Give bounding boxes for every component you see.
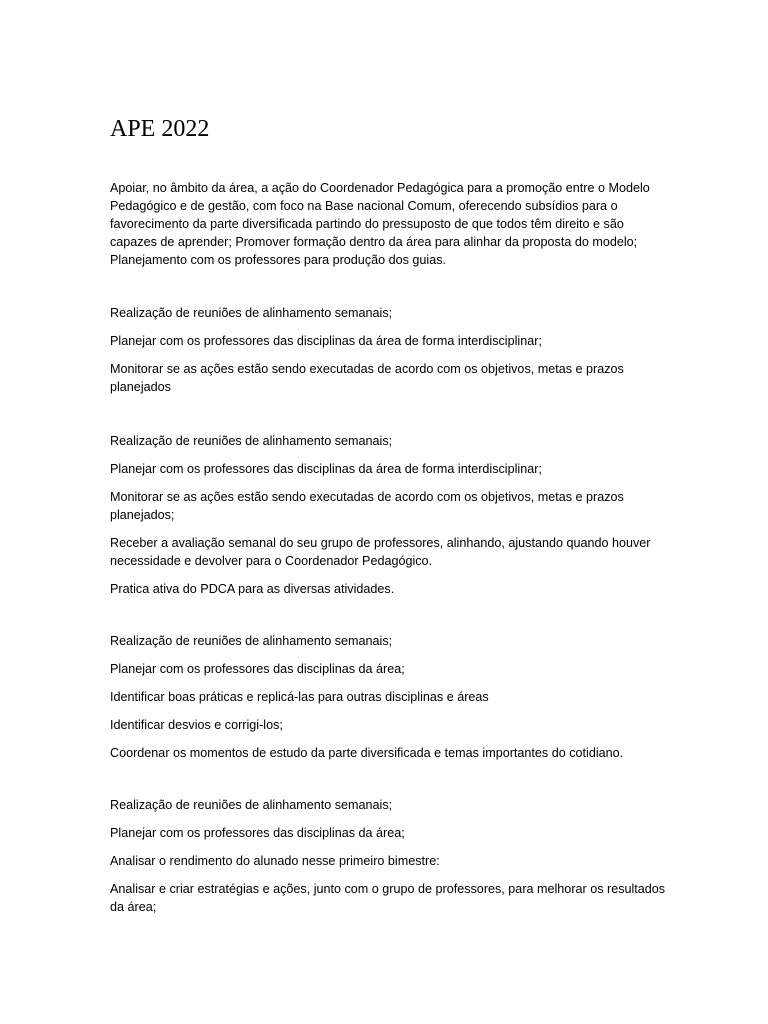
- section-item: Coordenar os momentos de estudo da parte diversificada e temas importantes do cotidiano.: [110, 746, 624, 760]
- section-item: Realização de reuniões de alinhamento semanais;: [110, 306, 393, 320]
- section-item: Realização de reuniões de alinhamento semanais;: [110, 798, 393, 812]
- section-1: [110, 304, 670, 406]
- section-4: [110, 796, 670, 926]
- section-item: Pratica ativa do PDCA para as diversas atividades.: [110, 582, 395, 596]
- section-item: Planejar com os professores das disciplinas da área;: [110, 662, 405, 676]
- section-2: [110, 432, 670, 608]
- section-item: Realização de reuniões de alinhamento semanais;: [110, 434, 393, 448]
- section-item: Analisar e criar estratégias e ações, junto com o grupo de professores, para melhorar os resultados da área;: [110, 882, 666, 914]
- document-title: APE 2022: [110, 116, 210, 142]
- section-item: Planejar com os professores das disciplinas da área de forma interdisciplinar;: [110, 334, 542, 348]
- section-item: Monitorar se as ações estão sendo executadas de acordo com os objetivos, metas e prazos planejados: [110, 362, 624, 394]
- section-item: Monitorar se as ações estão sendo executadas de acordo com os objetivos, metas e prazos planejados;: [110, 490, 624, 522]
- section-item: Receber a avaliação semanal do seu grupo de professores, alinhando, ajustando quando houver necessidade e devolver para o Coordenador Pedagógico.: [110, 536, 651, 568]
- section-item: Planejar com os professores das disciplinas da área;: [110, 826, 405, 840]
- section-item: Analisar o rendimento do alunado nesse primeiro bimestre:: [110, 854, 440, 868]
- section-item: Identificar boas práticas e replicá-las para outras disciplinas e áreas: [110, 690, 489, 704]
- section-item: Realização de reuniões de alinhamento semanais;: [110, 634, 393, 648]
- section-item: Planejar com os professores das disciplinas da área de forma interdisciplinar;: [110, 462, 542, 476]
- intro-paragraph: Apoiar, no âmbito da área, a ação do Coordenador Pedagógica para a promoção entre o Modelo Pedagógico e de gestão, com foco na Base nacional Comum, oferecendo subsídios para o favorecimento da parte diversificada partindo do pressuposto de que todos têm direito e são capazes de aprender; Promover formação dentro da área para alinhar da proposta do modelo; Planejamento com os professores para produção dos guias.: [110, 181, 650, 267]
- section-item: Identificar desvios e corrigi-los;: [110, 718, 283, 732]
- section-3: [110, 632, 670, 772]
